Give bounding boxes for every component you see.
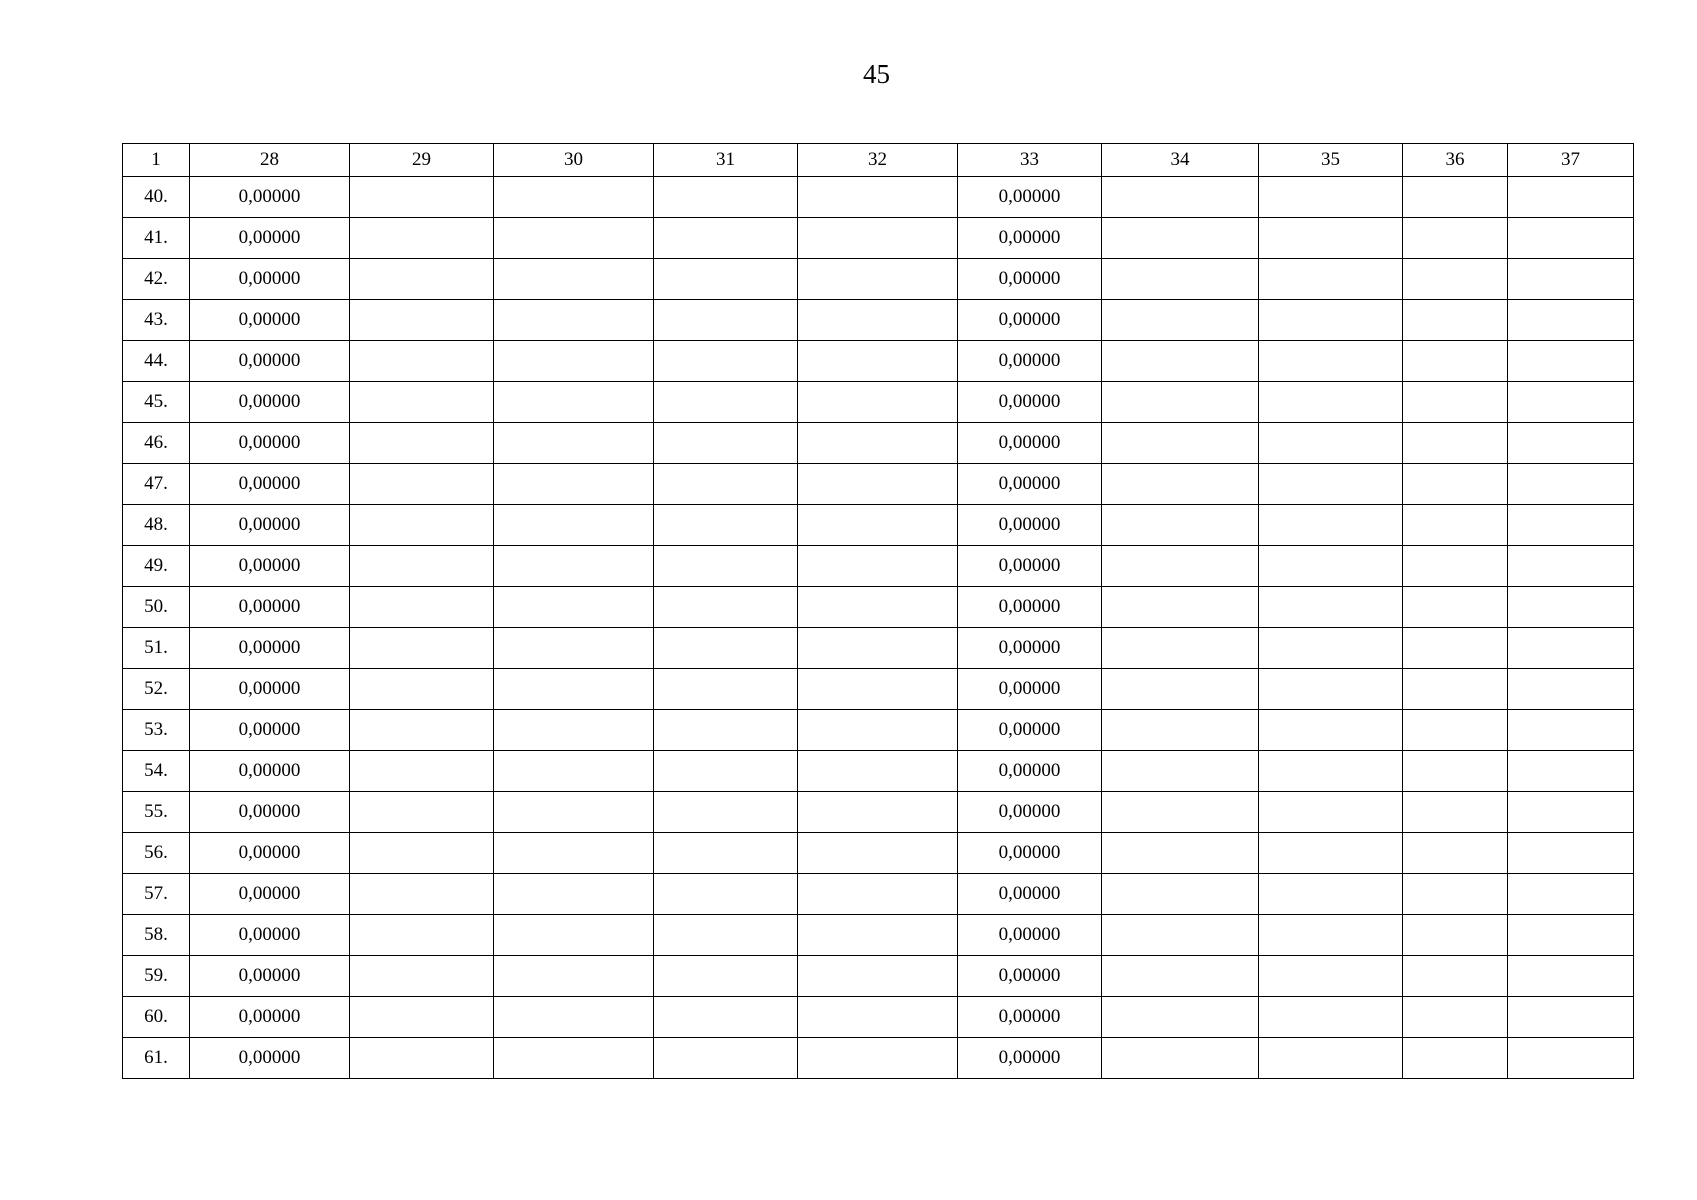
table-cell xyxy=(494,218,654,259)
table-cell xyxy=(798,833,958,874)
table-cell xyxy=(798,423,958,464)
table-cell xyxy=(1259,874,1403,915)
table-cell: 0,00000 xyxy=(190,956,350,997)
table-cell xyxy=(494,423,654,464)
table-cell xyxy=(350,423,494,464)
table-cell xyxy=(350,669,494,710)
table-cell xyxy=(798,546,958,587)
table-cell xyxy=(1102,997,1259,1038)
table-cell xyxy=(654,587,798,628)
table-cell xyxy=(1102,874,1259,915)
table-cell: 0,00000 xyxy=(190,669,350,710)
table-cell xyxy=(350,710,494,751)
table-row xyxy=(123,751,1634,792)
table-cell: 0,00000 xyxy=(190,833,350,874)
column-header: 31 xyxy=(654,144,798,177)
table-cell xyxy=(1102,628,1259,669)
table-cell: 0,00000 xyxy=(958,669,1102,710)
column-header: 36 xyxy=(1403,144,1508,177)
table-cell xyxy=(1508,423,1634,464)
page-number-container xyxy=(0,56,1697,92)
table-cell xyxy=(1259,505,1403,546)
table-cell xyxy=(1102,300,1259,341)
row-number-cell: 50. xyxy=(123,587,190,628)
row-number-cell: 58. xyxy=(123,915,190,956)
row-number-cell: 54. xyxy=(123,751,190,792)
table-row xyxy=(123,1038,1634,1079)
table-cell xyxy=(1508,915,1634,956)
table-cell xyxy=(494,587,654,628)
table-cell xyxy=(1102,546,1259,587)
table-cell xyxy=(350,464,494,505)
table-row xyxy=(123,423,1634,464)
table-cell xyxy=(350,997,494,1038)
table-row xyxy=(123,874,1634,915)
table-cell: 0,00000 xyxy=(958,1038,1102,1079)
table-cell xyxy=(654,505,798,546)
table-cell: 0,00000 xyxy=(958,382,1102,423)
table-row xyxy=(123,587,1634,628)
row-number-cell: 48. xyxy=(123,505,190,546)
table-cell xyxy=(798,669,958,710)
table-cell xyxy=(1403,833,1508,874)
table-cell: 0,00000 xyxy=(190,874,350,915)
column-header: 28 xyxy=(190,144,350,177)
table-row xyxy=(123,833,1634,874)
table-cell: 0,00000 xyxy=(190,505,350,546)
table-cell xyxy=(654,464,798,505)
table-cell xyxy=(654,259,798,300)
table-row xyxy=(123,956,1634,997)
table-cell xyxy=(798,464,958,505)
column-header: 30 xyxy=(494,144,654,177)
table-cell xyxy=(1508,505,1634,546)
table-cell xyxy=(494,669,654,710)
table-cell xyxy=(350,1038,494,1079)
row-number-cell: 53. xyxy=(123,710,190,751)
table-cell: 0,00000 xyxy=(190,587,350,628)
table-cell xyxy=(1403,792,1508,833)
table-cell xyxy=(1259,546,1403,587)
table-cell xyxy=(1102,341,1259,382)
table-row xyxy=(123,259,1634,300)
table-cell xyxy=(1508,1038,1634,1079)
table-cell xyxy=(1259,710,1403,751)
table-cell xyxy=(1403,464,1508,505)
table-cell xyxy=(1259,300,1403,341)
table-row xyxy=(123,997,1634,1038)
row-number-cell: 47. xyxy=(123,464,190,505)
table-cell xyxy=(350,341,494,382)
table-cell xyxy=(1259,341,1403,382)
table-cell: 0,00000 xyxy=(190,792,350,833)
table-cell: 0,00000 xyxy=(190,1038,350,1079)
table-cell xyxy=(1508,628,1634,669)
table-cell: 0,00000 xyxy=(190,341,350,382)
table-cell xyxy=(350,628,494,669)
table-cell xyxy=(1102,1038,1259,1079)
table-cell: 0,00000 xyxy=(190,382,350,423)
table-header-row xyxy=(123,144,1634,177)
table-cell xyxy=(1403,218,1508,259)
table-cell: 0,00000 xyxy=(958,751,1102,792)
table-cell xyxy=(654,177,798,218)
row-number-cell: 51. xyxy=(123,628,190,669)
table-cell: 0,00000 xyxy=(190,177,350,218)
table-cell: 0,00000 xyxy=(958,956,1102,997)
table-cell: 0,00000 xyxy=(190,751,350,792)
table-cell xyxy=(1102,915,1259,956)
table-cell xyxy=(1259,792,1403,833)
table-cell xyxy=(1508,587,1634,628)
table-cell xyxy=(350,956,494,997)
table-cell xyxy=(494,997,654,1038)
table-cell: 0,00000 xyxy=(958,997,1102,1038)
table-cell xyxy=(798,792,958,833)
table-cell xyxy=(798,218,958,259)
table-cell xyxy=(1259,833,1403,874)
table-cell xyxy=(654,874,798,915)
table-cell xyxy=(654,792,798,833)
table-cell xyxy=(1508,341,1634,382)
table-cell xyxy=(350,587,494,628)
table-cell xyxy=(494,464,654,505)
table-cell xyxy=(1259,177,1403,218)
row-number-cell: 43. xyxy=(123,300,190,341)
table-cell xyxy=(1403,546,1508,587)
table-cell xyxy=(1259,915,1403,956)
table-cell: 0,00000 xyxy=(190,997,350,1038)
table-row xyxy=(123,177,1634,218)
table-cell xyxy=(1102,218,1259,259)
table-cell: 0,00000 xyxy=(190,218,350,259)
row-number-cell: 41. xyxy=(123,218,190,259)
table-cell xyxy=(350,833,494,874)
table-cell xyxy=(1102,259,1259,300)
table-cell xyxy=(798,259,958,300)
table-cell xyxy=(494,177,654,218)
table-cell xyxy=(1102,956,1259,997)
table-cell xyxy=(1508,751,1634,792)
table-cell: 0,00000 xyxy=(958,341,1102,382)
table-cell: 0,00000 xyxy=(190,710,350,751)
table-cell xyxy=(494,1038,654,1079)
table-cell: 0,00000 xyxy=(190,628,350,669)
table-cell xyxy=(798,341,958,382)
table-cell xyxy=(654,546,798,587)
table-cell: 0,00000 xyxy=(958,300,1102,341)
table-cell xyxy=(1102,792,1259,833)
table-cell: 0,00000 xyxy=(190,546,350,587)
table-cell: 0,00000 xyxy=(958,423,1102,464)
table-cell xyxy=(1403,505,1508,546)
table-cell xyxy=(654,833,798,874)
column-header: 37 xyxy=(1508,144,1634,177)
table-cell: 0,00000 xyxy=(190,300,350,341)
column-header: 33 xyxy=(958,144,1102,177)
table-cell xyxy=(1508,300,1634,341)
table-cell xyxy=(654,751,798,792)
table-row xyxy=(123,915,1634,956)
table-cell xyxy=(654,423,798,464)
table-cell xyxy=(350,177,494,218)
table-cell xyxy=(1403,751,1508,792)
table-cell xyxy=(1508,546,1634,587)
row-number-cell: 40. xyxy=(123,177,190,218)
table-cell: 0,00000 xyxy=(190,464,350,505)
table-cell xyxy=(350,874,494,915)
table-row xyxy=(123,341,1634,382)
table-cell xyxy=(1403,177,1508,218)
table-cell: 0,00000 xyxy=(958,792,1102,833)
table-cell xyxy=(798,710,958,751)
table-row xyxy=(123,546,1634,587)
table-cell: 0,00000 xyxy=(958,833,1102,874)
table-cell xyxy=(494,259,654,300)
table-cell xyxy=(1508,710,1634,751)
table-cell xyxy=(1102,423,1259,464)
table-cell xyxy=(1508,956,1634,997)
table-cell xyxy=(1403,628,1508,669)
table-cell xyxy=(798,382,958,423)
table-cell xyxy=(1102,177,1259,218)
table-row xyxy=(123,669,1634,710)
table-cell xyxy=(1508,218,1634,259)
row-number-cell: 44. xyxy=(123,341,190,382)
table-cell xyxy=(1259,669,1403,710)
row-number-cell: 52. xyxy=(123,669,190,710)
table-cell xyxy=(1403,956,1508,997)
row-number-cell: 45. xyxy=(123,382,190,423)
table-cell xyxy=(350,259,494,300)
table-cell xyxy=(798,628,958,669)
table-cell xyxy=(1403,874,1508,915)
table-cell xyxy=(654,997,798,1038)
table-cell: 0,00000 xyxy=(190,423,350,464)
table-cell xyxy=(494,956,654,997)
table-cell xyxy=(798,956,958,997)
table-cell xyxy=(1102,587,1259,628)
table-cell: 0,00000 xyxy=(958,218,1102,259)
table-body xyxy=(123,177,1634,1079)
table-cell xyxy=(1508,259,1634,300)
table-cell xyxy=(1259,1038,1403,1079)
table-cell xyxy=(350,382,494,423)
table-cell xyxy=(1403,587,1508,628)
table-cell xyxy=(1403,300,1508,341)
table-row xyxy=(123,382,1634,423)
table-cell xyxy=(798,915,958,956)
table-cell xyxy=(494,341,654,382)
table-cell xyxy=(1259,259,1403,300)
table-cell xyxy=(494,710,654,751)
table-cell xyxy=(494,792,654,833)
table-cell xyxy=(1259,423,1403,464)
table-cell xyxy=(1508,792,1634,833)
table-row xyxy=(123,505,1634,546)
table-cell xyxy=(1403,382,1508,423)
table-cell xyxy=(1259,628,1403,669)
page-number: 45 xyxy=(863,59,890,89)
table-cell xyxy=(1102,710,1259,751)
table-cell xyxy=(798,587,958,628)
table-cell xyxy=(1403,423,1508,464)
table-cell xyxy=(798,751,958,792)
table-cell xyxy=(1259,997,1403,1038)
row-number-cell: 49. xyxy=(123,546,190,587)
table-cell xyxy=(1403,710,1508,751)
table-cell xyxy=(494,915,654,956)
table-cell xyxy=(654,956,798,997)
table-cell xyxy=(654,628,798,669)
table-cell xyxy=(1259,587,1403,628)
table-cell xyxy=(1259,464,1403,505)
table-cell: 0,00000 xyxy=(958,464,1102,505)
table-row xyxy=(123,218,1634,259)
table-cell xyxy=(350,505,494,546)
table-cell xyxy=(798,177,958,218)
table-cell xyxy=(1403,259,1508,300)
table-row xyxy=(123,628,1634,669)
table-cell xyxy=(1508,833,1634,874)
table-row xyxy=(123,300,1634,341)
table-cell xyxy=(654,1038,798,1079)
table-cell xyxy=(1102,464,1259,505)
table-cell xyxy=(494,628,654,669)
row-number-cell: 59. xyxy=(123,956,190,997)
column-header: 32 xyxy=(798,144,958,177)
table-cell xyxy=(654,218,798,259)
table-cell xyxy=(1102,751,1259,792)
row-number-cell: 57. xyxy=(123,874,190,915)
table-cell xyxy=(1403,915,1508,956)
table-cell xyxy=(654,710,798,751)
table-cell xyxy=(798,300,958,341)
table-cell xyxy=(494,300,654,341)
table-cell xyxy=(1102,669,1259,710)
table-cell xyxy=(1403,341,1508,382)
table-cell xyxy=(494,833,654,874)
table-cell xyxy=(798,874,958,915)
table-cell: 0,00000 xyxy=(958,710,1102,751)
table-cell xyxy=(654,382,798,423)
table-cell xyxy=(494,382,654,423)
row-number-cell: 55. xyxy=(123,792,190,833)
row-number-cell: 42. xyxy=(123,259,190,300)
table-cell xyxy=(1403,997,1508,1038)
table-cell xyxy=(1508,997,1634,1038)
data-table xyxy=(122,143,1634,1079)
table-cell xyxy=(654,915,798,956)
table-cell: 0,00000 xyxy=(958,259,1102,300)
column-header: 35 xyxy=(1259,144,1403,177)
table-cell xyxy=(350,218,494,259)
row-number-cell: 46. xyxy=(123,423,190,464)
table-cell xyxy=(1259,382,1403,423)
table-cell xyxy=(1403,669,1508,710)
table-cell: 0,00000 xyxy=(958,915,1102,956)
table-cell xyxy=(494,874,654,915)
table-cell xyxy=(494,505,654,546)
table-cell: 0,00000 xyxy=(958,587,1102,628)
table-cell xyxy=(798,1038,958,1079)
table-cell xyxy=(1259,218,1403,259)
table-cell xyxy=(350,300,494,341)
row-number-cell: 60. xyxy=(123,997,190,1038)
table-cell xyxy=(654,300,798,341)
table-cell xyxy=(1508,874,1634,915)
table-cell xyxy=(350,546,494,587)
table-cell xyxy=(494,546,654,587)
column-header: 34 xyxy=(1102,144,1259,177)
table-cell xyxy=(350,915,494,956)
table-cell xyxy=(1102,833,1259,874)
table-cell: 0,00000 xyxy=(190,259,350,300)
table-cell xyxy=(1259,751,1403,792)
table-row xyxy=(123,792,1634,833)
table-cell xyxy=(1508,382,1634,423)
table-cell: 0,00000 xyxy=(958,505,1102,546)
row-number-cell: 56. xyxy=(123,833,190,874)
table-cell xyxy=(1102,505,1259,546)
table-cell xyxy=(350,751,494,792)
table-cell xyxy=(1102,382,1259,423)
row-number-cell: 61. xyxy=(123,1038,190,1079)
table-cell xyxy=(798,997,958,1038)
table-cell: 0,00000 xyxy=(190,915,350,956)
table-cell xyxy=(1403,1038,1508,1079)
table-cell xyxy=(654,669,798,710)
table-cell xyxy=(494,751,654,792)
table-cell: 0,00000 xyxy=(958,874,1102,915)
table-row xyxy=(123,710,1634,751)
table-cell xyxy=(1508,464,1634,505)
table-cell: 0,00000 xyxy=(958,177,1102,218)
table-row xyxy=(123,464,1634,505)
table-cell xyxy=(1508,177,1634,218)
table-cell xyxy=(798,505,958,546)
table-cell xyxy=(1508,669,1634,710)
column-header: 1 xyxy=(123,144,190,177)
table-cell: 0,00000 xyxy=(958,546,1102,587)
table-cell xyxy=(350,792,494,833)
column-header: 29 xyxy=(350,144,494,177)
table-cell: 0,00000 xyxy=(958,628,1102,669)
table-cell xyxy=(654,341,798,382)
table-cell xyxy=(1259,956,1403,997)
